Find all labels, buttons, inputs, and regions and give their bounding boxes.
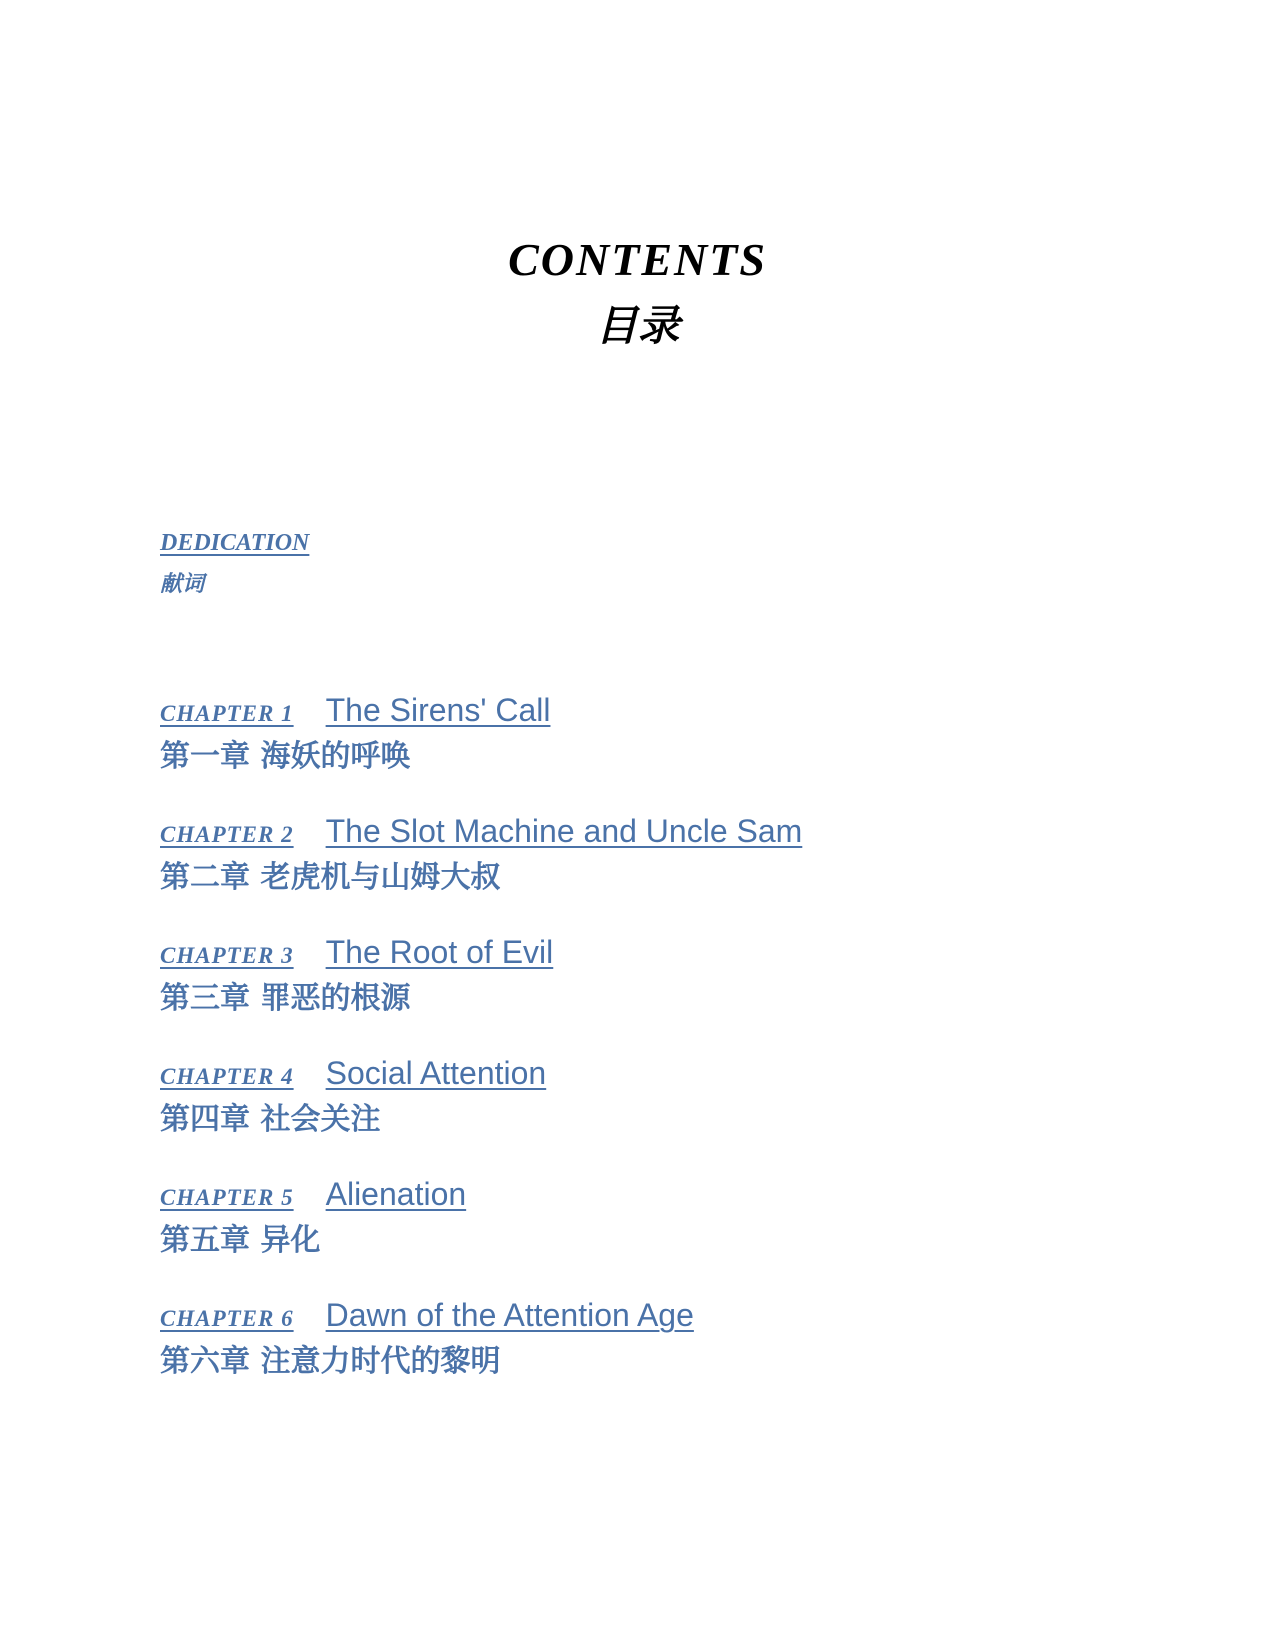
chapter-4-title: Social Attention bbox=[325, 1055, 547, 1091]
chapter-3-link[interactable] bbox=[160, 934, 553, 971]
chapter-2-chinese: 第二章 老虎机与山姆大叔 bbox=[160, 860, 501, 895]
chapter-6-link[interactable] bbox=[160, 1297, 694, 1334]
chapter-1-chinese: 第一章 海妖的呼唤 bbox=[160, 739, 411, 774]
toc-entry-chapter-3 bbox=[160, 934, 1060, 1019]
chapter-6-label: CHAPTER 6 bbox=[160, 1306, 294, 1331]
chapter-1-label: CHAPTER 1 bbox=[160, 701, 294, 726]
chapter-2-label: CHAPTER 2 bbox=[160, 822, 294, 847]
table-of-contents bbox=[160, 528, 1060, 1382]
chapter-5-title: Alienation bbox=[325, 1176, 467, 1212]
dedication-chinese: 献词 bbox=[160, 572, 205, 597]
chapter-6-title: Dawn of the Attention Age bbox=[325, 1297, 694, 1333]
chapter-6-chinese: 第六章 注意力时代的黎明 bbox=[160, 1344, 501, 1379]
toc-entry-chapter-1 bbox=[160, 692, 1060, 777]
chapter-1-title: The Sirens' Call bbox=[325, 692, 551, 728]
toc-entry-chapter-5 bbox=[160, 1176, 1060, 1261]
toc-entry-chapter-6 bbox=[160, 1297, 1060, 1382]
chapter-1-link[interactable] bbox=[160, 692, 550, 729]
contents-title: CONTENTS bbox=[508, 234, 767, 285]
contents-title-chinese: 目录 bbox=[595, 301, 680, 350]
chapter-5-link[interactable] bbox=[160, 1176, 466, 1213]
chapter-2-title: The Slot Machine and Uncle Sam bbox=[325, 813, 803, 849]
chapter-3-label: CHAPTER 3 bbox=[160, 943, 294, 968]
chapter-5-label: CHAPTER 5 bbox=[160, 1185, 294, 1210]
chapter-5-chinese: 第五章 异化 bbox=[160, 1223, 321, 1258]
chapter-3-chinese: 第三章 罪恶的根源 bbox=[160, 981, 411, 1016]
toc-entry-chapter-2 bbox=[160, 813, 1060, 898]
chapter-4-label: CHAPTER 4 bbox=[160, 1064, 294, 1089]
toc-entry-dedication bbox=[160, 528, 1060, 600]
chapter-4-chinese: 第四章 社会关注 bbox=[160, 1102, 381, 1137]
chapter-3-title: The Root of Evil bbox=[325, 934, 554, 970]
dedication-link[interactable]: DEDICATION bbox=[160, 530, 310, 556]
chapter-4-link[interactable] bbox=[160, 1055, 546, 1092]
toc-entry-chapter-4 bbox=[160, 1055, 1060, 1140]
chapter-2-link[interactable] bbox=[160, 813, 802, 850]
title-block bbox=[0, 232, 1275, 354]
